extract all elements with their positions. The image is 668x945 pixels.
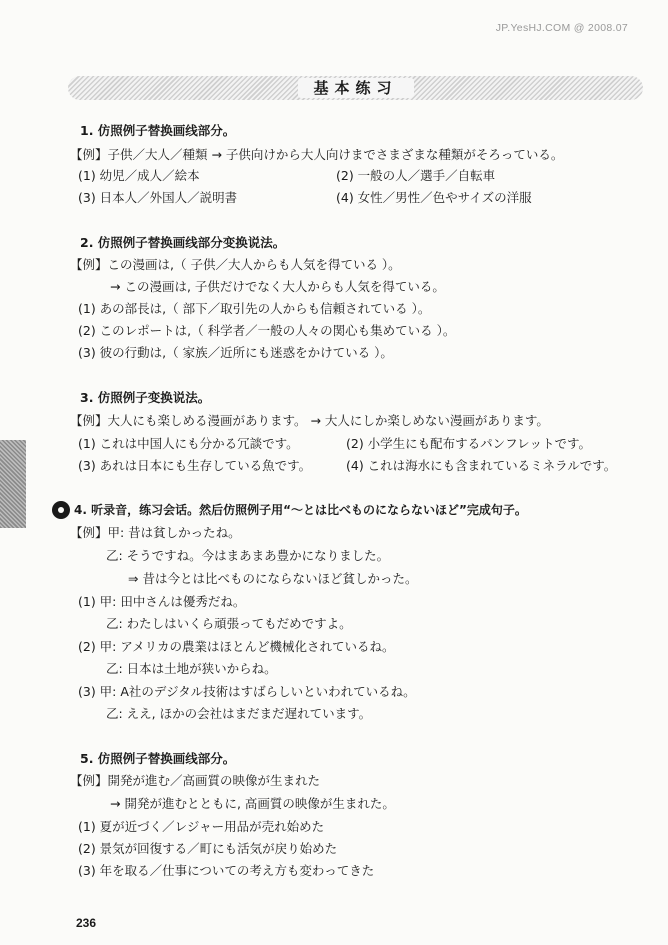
- exercise-4-q1a: (1) 甲: 田中さんは優秀だね。: [78, 594, 246, 609]
- exercise-5-item: (3) 年を取る／仕事についての考え方も変わってきた: [78, 863, 375, 878]
- exercise-2-example: 【例】この漫画は,（ 子供／大人からも人気を得ている ）。: [70, 257, 401, 272]
- side-tab-marker: [0, 440, 26, 528]
- section-banner: [68, 76, 643, 100]
- exercise-4-q1b: 乙: わたしはいくら頑張ってもだめですよ。: [106, 616, 352, 631]
- exercise-1-item: (4) 女性／男性／色やサイズの洋服: [336, 190, 532, 205]
- exercise-1-heading: 1. 仿照例子替换画线部分。: [80, 123, 236, 138]
- exercise-5-item: (1) 夏が近づく／レジャー用品が売れ始めた: [78, 819, 325, 834]
- exercise-4-example-c: ⇒ 昔は今とは比べものにならないほど貧しかった。: [128, 571, 418, 586]
- exercise-5-example: 【例】開発が進む／高画質の映像が生まれた: [70, 773, 321, 788]
- exercise-2-answer: → この漫画は, 子供だけでなく大人からも人気を得ている。: [110, 279, 445, 294]
- exercise-2-item: (3) 彼の行動は,（ 家族／近所にも迷惑をかけている ）。: [78, 345, 393, 360]
- exercise-4-example-b: 乙: そうですね。今はまあまあ豊かになりました。: [106, 548, 390, 563]
- exercise-5-heading: 5. 仿照例子替换画线部分。: [80, 751, 236, 766]
- exercise-3-heading: 3. 仿照例子变换说法。: [80, 390, 211, 405]
- exercise-2-item: (1) あの部長は,（ 部下／取引先の人からも信頼されている ）。: [78, 301, 431, 316]
- exercise-1-item: (1) 幼児／成人／絵本: [78, 168, 200, 183]
- exercise-4-q2a: (2) 甲: アメリカの農業はほとんど機械化されているね。: [78, 639, 395, 654]
- exercise-1-example: 【例】子供／大人／種類 → 子供向けから大人向けまでさまざまな種類がそろっている。: [70, 147, 564, 162]
- section-title: 基本练习: [297, 78, 413, 98]
- exercise-1-item: (2) 一般の人／選手／自転車: [336, 168, 496, 183]
- exercise-5-answer: → 開発が進むとともに, 高画質の映像が生まれた。: [110, 796, 395, 811]
- exercise-3-item: (4) これは海水にも含まれているミネラルです。: [346, 458, 617, 473]
- exercise-3-item: (2) 小学生にも配布するパンフレットです。: [346, 436, 592, 451]
- exercise-2-item: (2) このレポートは,（ 科学者／一般の人々の関心も集めている ）。: [78, 323, 456, 338]
- exercise-4-heading: 4. 听录音，练习会话。然后仿照例子用“～とは比べものにならないほど”完成句子。: [74, 503, 527, 517]
- exercise-4-q2b: 乙: 日本は土地が狭いからね。: [106, 661, 277, 676]
- exercise-4-example-a: 【例】甲: 昔は貧しかったね。: [70, 525, 241, 540]
- exercise-4-q3b: 乙: ええ, ほかの会社はまだまだ遅れています。: [106, 706, 372, 721]
- audio-cd-icon[interactable]: [52, 501, 70, 519]
- watermark: JP.YesHJ.COM @ 2008.07: [495, 22, 628, 34]
- page-number: 236: [76, 916, 97, 930]
- exercise-2-heading: 2. 仿照例子替换画线部分变换说法。: [80, 235, 286, 250]
- exercise-3-item: (1) これは中国人にも分かる冗談です。: [78, 436, 299, 451]
- exercise-4-q3a: (3) 甲: A社のデジタル技術はすばらしいといわれているね。: [78, 684, 416, 699]
- exercise-1-item: (3) 日本人／外国人／説明書: [78, 190, 238, 205]
- exercise-5-item: (2) 景気が回復する／町にも活気が戻り始めた: [78, 841, 338, 856]
- exercise-3-item: (3) あれは日本にも生存している魚です。: [78, 458, 312, 473]
- exercise-3-example: 【例】大人にも楽しめる漫画があります。 → 大人にしか楽しめない漫画があります。: [70, 413, 549, 428]
